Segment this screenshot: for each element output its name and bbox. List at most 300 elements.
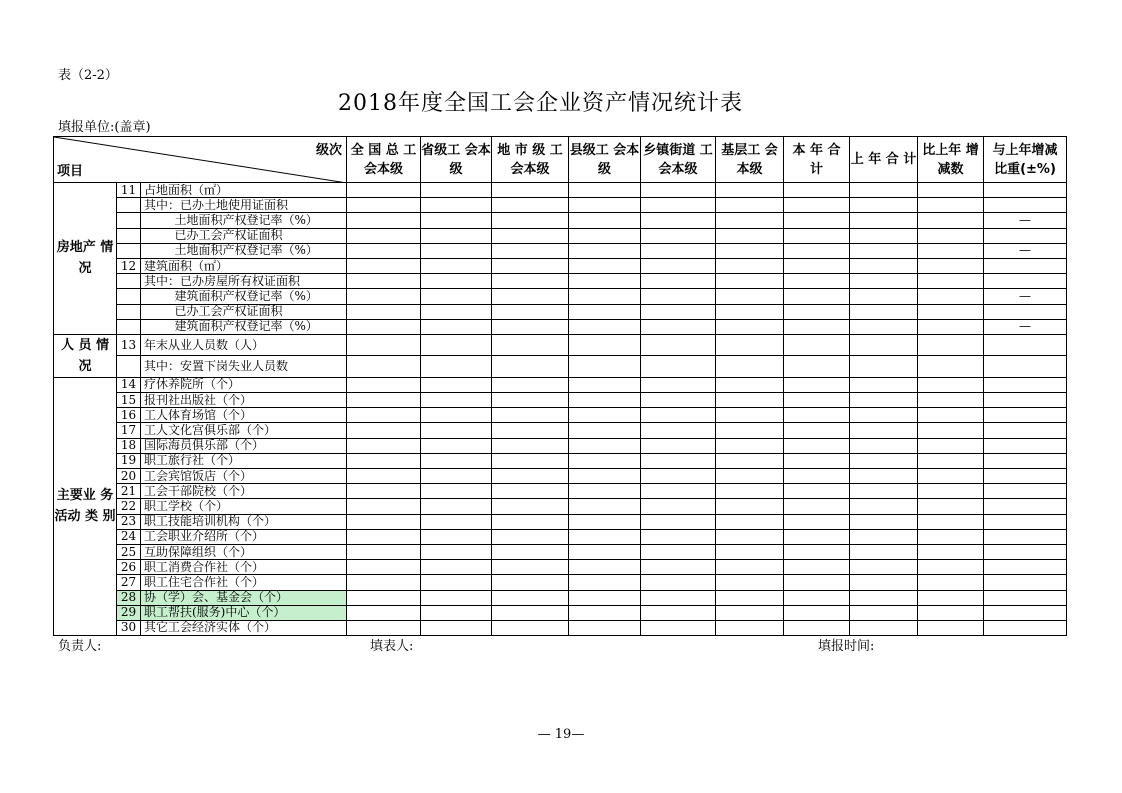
row-item-label: 土地面积产权登记率（%） <box>141 243 347 258</box>
value-cell <box>641 575 716 590</box>
reporting-unit-label: 填报单位:(盖章) <box>58 120 151 135</box>
value-cell <box>492 499 569 514</box>
row-number <box>117 289 141 304</box>
row-item-label: 其中：已办土地使用证面积 <box>141 198 347 213</box>
row-number: 18 <box>117 438 141 453</box>
table-row <box>54 575 1067 590</box>
value-cell <box>784 484 850 499</box>
value-cell <box>716 590 784 605</box>
row-item-label: 已办工会产权证面积 <box>141 304 347 319</box>
value-cell <box>784 213 850 228</box>
item-header: 项目 <box>57 164 84 179</box>
value-cell <box>569 605 641 620</box>
column-header: 乡镇街道 工会本级 <box>641 137 716 183</box>
value-cell <box>784 453 850 468</box>
value-cell <box>347 575 421 590</box>
value-cell <box>984 377 1067 392</box>
value-cell <box>569 334 641 356</box>
value-cell <box>421 304 492 319</box>
row-number: 24 <box>117 529 141 544</box>
value-cell <box>850 334 918 356</box>
value-cell <box>850 514 918 529</box>
value-cell <box>347 228 421 243</box>
value-cell: — <box>984 213 1067 228</box>
value-cell <box>918 289 984 304</box>
row-item-label: 职工技能培训机构（个） <box>141 514 347 529</box>
row-item-label: 职工旅行社（个） <box>141 453 347 468</box>
row-number: 16 <box>117 408 141 423</box>
value-cell <box>347 499 421 514</box>
value-cell <box>918 514 984 529</box>
value-cell <box>347 334 421 356</box>
value-cell <box>492 423 569 438</box>
value-cell <box>569 453 641 468</box>
value-cell <box>984 575 1067 590</box>
value-cell <box>784 469 850 484</box>
section-label: 房地产 情 况 <box>54 183 117 335</box>
row-item-label: 职工学校（个） <box>141 499 347 514</box>
value-cell <box>716 228 784 243</box>
value-cell <box>984 544 1067 559</box>
row-item-label: 职工住宅合作社（个） <box>141 575 347 590</box>
value-cell <box>850 575 918 590</box>
value-cell <box>850 620 918 635</box>
row-item-label: 年末从业人员数（人） <box>141 334 347 356</box>
table-row <box>54 258 1067 273</box>
table-row <box>54 469 1067 484</box>
value-cell <box>421 243 492 258</box>
value-cell <box>641 319 716 334</box>
value-cell <box>918 605 984 620</box>
value-cell <box>347 289 421 304</box>
table-row <box>54 334 1067 356</box>
value-cell <box>492 228 569 243</box>
value-cell <box>421 423 492 438</box>
value-cell <box>850 529 918 544</box>
value-cell <box>716 289 784 304</box>
value-cell <box>641 560 716 575</box>
value-cell <box>421 469 492 484</box>
value-cell <box>347 258 421 273</box>
table-row <box>54 228 1067 243</box>
value-cell <box>850 453 918 468</box>
row-number: 17 <box>117 423 141 438</box>
value-cell <box>492 590 569 605</box>
value-cell <box>918 356 984 378</box>
value-cell <box>641 529 716 544</box>
row-item-label: 职工消费合作社（个） <box>141 560 347 575</box>
value-cell <box>569 304 641 319</box>
value-cell <box>784 499 850 514</box>
value-cell <box>918 438 984 453</box>
value-cell: — <box>984 243 1067 258</box>
value-cell <box>492 560 569 575</box>
value-cell <box>716 334 784 356</box>
value-cell <box>850 356 918 378</box>
value-cell <box>569 258 641 273</box>
value-cell <box>850 560 918 575</box>
value-cell <box>421 484 492 499</box>
value-cell <box>716 213 784 228</box>
section-label: 人 员 情 况 <box>54 334 117 377</box>
column-header: 与上年增减 比重(±%) <box>984 137 1067 183</box>
value-cell <box>641 304 716 319</box>
column-header: 全 国 总 工会本级 <box>347 137 421 183</box>
value-cell <box>850 289 918 304</box>
value-cell <box>784 274 850 289</box>
value-cell <box>421 258 492 273</box>
value-cell <box>569 319 641 334</box>
value-cell <box>716 408 784 423</box>
row-number: 27 <box>117 575 141 590</box>
value-cell <box>918 499 984 514</box>
value-cell <box>918 529 984 544</box>
value-cell <box>641 514 716 529</box>
value-cell <box>784 258 850 273</box>
column-header: 本 年 合 计 <box>784 137 850 183</box>
value-cell <box>641 484 716 499</box>
value-cell <box>716 484 784 499</box>
value-cell <box>784 198 850 213</box>
row-number: 19 <box>117 453 141 468</box>
row-number: 23 <box>117 514 141 529</box>
row-number <box>117 319 141 334</box>
value-cell <box>716 356 784 378</box>
row-item-label: 职工帮扶(服务)中心（个） <box>141 605 347 620</box>
value-cell <box>347 183 421 198</box>
row-item-label: 工会干部院校（个） <box>141 484 347 499</box>
value-cell <box>492 258 569 273</box>
table-row <box>54 356 1067 378</box>
value-cell <box>492 393 569 408</box>
column-header: 地 市 级 工会本级 <box>492 137 569 183</box>
value-cell <box>641 228 716 243</box>
value-cell <box>716 514 784 529</box>
value-cell <box>641 590 716 605</box>
row-item-label: 工会职业介绍所（个） <box>141 529 347 544</box>
value-cell <box>850 243 918 258</box>
column-header: 比上年 增减数 <box>918 137 984 183</box>
row-number: 30 <box>117 620 141 635</box>
table-row <box>54 198 1067 213</box>
value-cell <box>569 529 641 544</box>
value-cell <box>641 356 716 378</box>
row-number: 13 <box>117 334 141 356</box>
value-cell <box>784 408 850 423</box>
table-row <box>54 514 1067 529</box>
row-number <box>117 198 141 213</box>
row-number <box>117 274 141 289</box>
value-cell <box>641 605 716 620</box>
row-number: 14 <box>117 377 141 392</box>
value-cell <box>569 560 641 575</box>
row-item-label: 互助保障组织（个） <box>141 544 347 559</box>
value-cell <box>421 544 492 559</box>
value-cell <box>569 243 641 258</box>
value-cell: — <box>984 289 1067 304</box>
value-cell <box>918 393 984 408</box>
value-cell <box>918 198 984 213</box>
value-cell <box>850 408 918 423</box>
value-cell <box>984 620 1067 635</box>
value-cell <box>716 544 784 559</box>
row-item-label: 工会宾馆饭店（个） <box>141 469 347 484</box>
value-cell <box>421 356 492 378</box>
row-number <box>117 304 141 319</box>
row-item-label: 报刊社出版社（个） <box>141 393 347 408</box>
value-cell <box>492 438 569 453</box>
value-cell <box>850 319 918 334</box>
value-cell <box>421 590 492 605</box>
value-cell <box>347 304 421 319</box>
value-cell <box>569 408 641 423</box>
value-cell <box>850 213 918 228</box>
value-cell <box>984 274 1067 289</box>
value-cell <box>641 423 716 438</box>
value-cell <box>984 334 1067 356</box>
value-cell <box>569 438 641 453</box>
value-cell <box>641 469 716 484</box>
table-row <box>54 304 1067 319</box>
value-cell <box>569 484 641 499</box>
value-cell <box>784 575 850 590</box>
value-cell <box>716 304 784 319</box>
row-item-label: 国际海员俱乐部（个） <box>141 438 347 453</box>
table-row <box>54 393 1067 408</box>
value-cell <box>784 544 850 559</box>
row-item-label: 其中：安置下岗失业人员数 <box>141 356 347 378</box>
value-cell <box>918 334 984 356</box>
value-cell <box>918 274 984 289</box>
table-row <box>54 319 1067 334</box>
value-cell <box>984 198 1067 213</box>
value-cell <box>850 258 918 273</box>
value-cell <box>492 319 569 334</box>
value-cell <box>984 438 1067 453</box>
value-cell <box>641 213 716 228</box>
value-cell <box>984 469 1067 484</box>
value-cell <box>716 560 784 575</box>
value-cell <box>421 334 492 356</box>
row-item-label: 其它工会经济实体（个） <box>141 620 347 635</box>
value-cell <box>492 605 569 620</box>
value-cell <box>850 469 918 484</box>
table-row <box>54 620 1067 635</box>
value-cell <box>784 423 850 438</box>
value-cell <box>850 544 918 559</box>
value-cell <box>347 590 421 605</box>
value-cell <box>347 529 421 544</box>
value-cell <box>421 393 492 408</box>
value-cell <box>492 274 569 289</box>
value-cell <box>347 605 421 620</box>
value-cell <box>716 469 784 484</box>
statistics-table <box>53 136 1067 636</box>
value-cell <box>850 183 918 198</box>
value-cell <box>641 183 716 198</box>
value-cell <box>569 423 641 438</box>
value-cell <box>421 560 492 575</box>
value-cell <box>918 544 984 559</box>
value-cell <box>492 544 569 559</box>
value-cell <box>569 590 641 605</box>
value-cell <box>784 620 850 635</box>
value-cell <box>984 258 1067 273</box>
value-cell: — <box>984 319 1067 334</box>
value-cell <box>918 469 984 484</box>
value-cell <box>421 575 492 590</box>
value-cell <box>492 213 569 228</box>
value-cell <box>421 183 492 198</box>
value-cell <box>492 377 569 392</box>
value-cell <box>569 274 641 289</box>
page-title: 2018年度全国工会企业资产情况统计表 <box>338 91 743 116</box>
value-cell <box>918 560 984 575</box>
value-cell <box>918 183 984 198</box>
value-cell <box>421 198 492 213</box>
value-cell <box>347 319 421 334</box>
value-cell <box>641 453 716 468</box>
value-cell <box>850 377 918 392</box>
value-cell <box>421 228 492 243</box>
table-row <box>54 377 1067 392</box>
value-cell <box>784 590 850 605</box>
row-item-label: 建筑面积产权登记率（%） <box>141 319 347 334</box>
value-cell <box>347 544 421 559</box>
value-cell <box>850 228 918 243</box>
table-row <box>54 529 1067 544</box>
row-item-label: 工人体育场馆（个） <box>141 408 347 423</box>
value-cell <box>984 356 1067 378</box>
value-cell <box>347 377 421 392</box>
value-cell <box>569 213 641 228</box>
value-cell <box>918 408 984 423</box>
value-cell <box>492 484 569 499</box>
value-cell <box>984 304 1067 319</box>
value-cell <box>421 529 492 544</box>
value-cell <box>918 590 984 605</box>
value-cell <box>850 393 918 408</box>
value-cell <box>850 423 918 438</box>
value-cell <box>347 469 421 484</box>
row-number <box>117 228 141 243</box>
row-item-label: 疗休养院所（个） <box>141 377 347 392</box>
value-cell <box>784 319 850 334</box>
value-cell <box>421 408 492 423</box>
row-number: 20 <box>117 469 141 484</box>
value-cell <box>421 213 492 228</box>
table-row <box>54 243 1067 258</box>
table-row <box>54 438 1067 453</box>
table-row <box>54 560 1067 575</box>
value-cell <box>492 514 569 529</box>
value-cell <box>984 529 1067 544</box>
value-cell <box>347 423 421 438</box>
row-item-label: 建筑面积（㎡） <box>141 258 347 273</box>
table-row <box>54 423 1067 438</box>
row-number: 29 <box>117 605 141 620</box>
value-cell <box>716 243 784 258</box>
value-cell <box>784 243 850 258</box>
value-cell <box>716 258 784 273</box>
value-cell <box>492 198 569 213</box>
value-cell <box>716 377 784 392</box>
value-cell <box>421 377 492 392</box>
row-number: 26 <box>117 560 141 575</box>
row-item-label: 占地面积（㎡） <box>141 183 347 198</box>
value-cell <box>347 560 421 575</box>
value-cell <box>784 438 850 453</box>
column-header: 省级工 会本级 <box>421 137 492 183</box>
value-cell <box>984 423 1067 438</box>
value-cell <box>984 228 1067 243</box>
value-cell <box>421 605 492 620</box>
value-cell <box>569 228 641 243</box>
value-cell <box>918 423 984 438</box>
value-cell <box>569 469 641 484</box>
value-cell <box>641 377 716 392</box>
value-cell <box>784 560 850 575</box>
row-number: 28 <box>117 590 141 605</box>
row-number: 15 <box>117 393 141 408</box>
value-cell <box>784 529 850 544</box>
value-cell <box>984 560 1067 575</box>
value-cell <box>492 289 569 304</box>
level-header: 级次 <box>315 143 342 158</box>
value-cell <box>569 377 641 392</box>
value-cell <box>918 228 984 243</box>
value-cell <box>569 575 641 590</box>
row-number <box>117 243 141 258</box>
value-cell <box>492 620 569 635</box>
value-cell <box>716 319 784 334</box>
table-row <box>54 499 1067 514</box>
value-cell <box>716 423 784 438</box>
value-cell <box>421 289 492 304</box>
value-cell <box>784 356 850 378</box>
value-cell <box>492 529 569 544</box>
table-row <box>54 274 1067 289</box>
value-cell <box>569 544 641 559</box>
value-cell <box>716 529 784 544</box>
value-cell <box>641 258 716 273</box>
value-cell <box>347 198 421 213</box>
value-cell <box>984 393 1067 408</box>
value-cell <box>641 499 716 514</box>
value-cell <box>918 377 984 392</box>
row-item-label: 已办工会产权证面积 <box>141 228 347 243</box>
value-cell <box>784 393 850 408</box>
value-cell <box>641 274 716 289</box>
value-cell <box>716 393 784 408</box>
value-cell <box>347 620 421 635</box>
value-cell <box>850 499 918 514</box>
row-number: 11 <box>117 183 141 198</box>
value-cell <box>347 274 421 289</box>
value-cell <box>347 438 421 453</box>
row-number: 22 <box>117 499 141 514</box>
report-time-label: 填报时间: <box>818 639 875 654</box>
table-row <box>54 453 1067 468</box>
table-row <box>54 605 1067 620</box>
value-cell <box>569 514 641 529</box>
value-cell <box>641 198 716 213</box>
value-cell <box>784 334 850 356</box>
value-cell <box>569 289 641 304</box>
value-cell <box>918 620 984 635</box>
value-cell <box>492 183 569 198</box>
page-number: — 19— <box>537 727 585 742</box>
